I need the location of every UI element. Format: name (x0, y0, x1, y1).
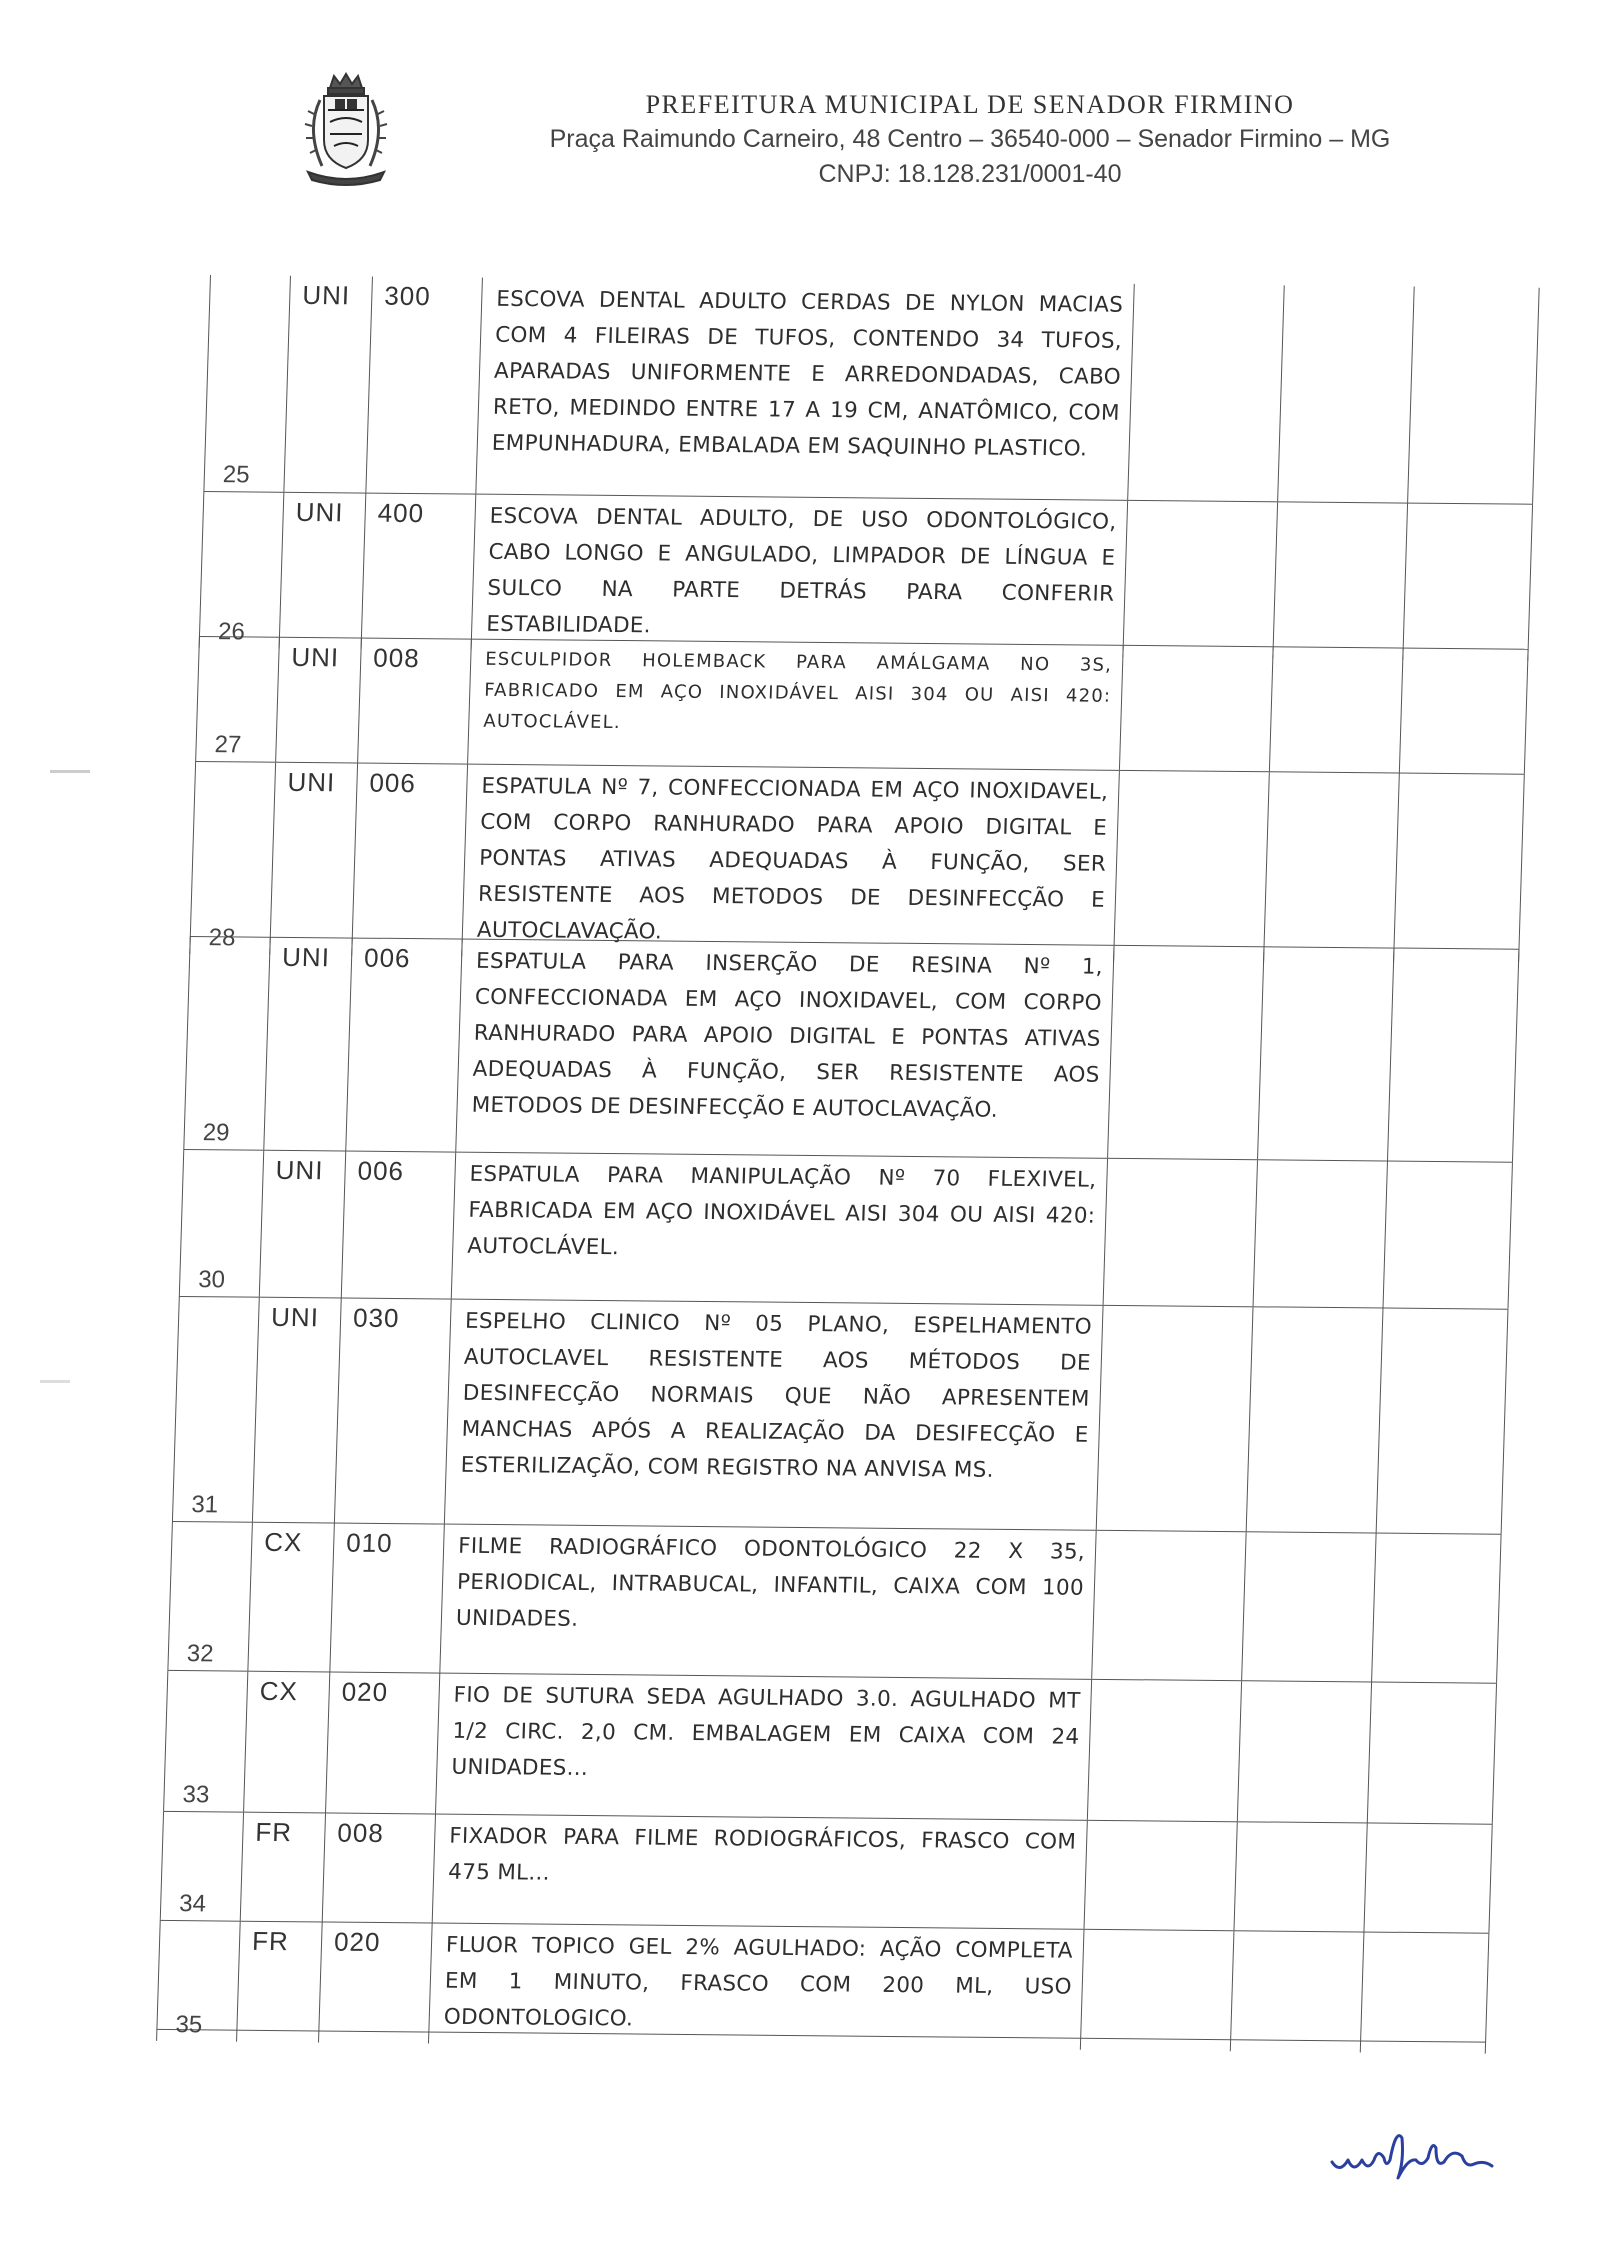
items-table (156, 275, 1539, 2043)
item-number: 28 (208, 924, 236, 952)
table-row (156, 1921, 1489, 2043)
item-unit: UNI (279, 493, 366, 650)
item-description: ESCOVA DENTAL ADULTO, DE USO ODONTOLÓGICO, CABO LONGO E ANGULADO, LIMPADOR DE LÍNGUA E SULCO NA PARTE DETRÁS PARA CONFERIR ESTABILIDADE. (471, 495, 1128, 657)
empty-cell (1387, 949, 1519, 1162)
table-row (199, 492, 1533, 650)
item-quantity: 008 (322, 1813, 435, 1922)
letterhead (440, 88, 1500, 192)
scan-artifact (40, 1380, 70, 1383)
item-number: 29 (202, 1119, 230, 1147)
item-description: ESCULPIDOR HOLEMBACK PARA AMÁLGAMA NO 3S, FABRICADO EM AÇO INOXIDÁVEL AISI 304 OU AISI 420: AUTOCLÁVEL. (467, 640, 1123, 770)
item-number: 33 (182, 1781, 210, 1809)
item-description: FIO DE SUTURA SEDA AGULHADO 3.0. AGULHADO MT 1/2 CIRC. 2,0 CM. EMBALAGEM EM CAIXA COM 24 UNIDADES... (435, 1674, 1091, 1820)
empty-cell (1263, 772, 1399, 965)
empty-cell (1360, 1932, 1490, 2053)
item-number: 35 (175, 2011, 203, 2039)
item-quantity: 006 (341, 1152, 455, 1299)
table-row (190, 762, 1525, 950)
table-row (195, 637, 1528, 775)
table-row (163, 1671, 1497, 1825)
empty-cell (1393, 774, 1525, 967)
empty-cell (1119, 646, 1273, 771)
empty-cell (1269, 647, 1403, 772)
item-quantity: 030 (334, 1299, 451, 1524)
table-row (160, 1812, 1493, 1934)
empty-cell (1399, 649, 1529, 774)
handwritten-initials (1328, 2118, 1498, 2188)
municipal-coat-of-arms (300, 70, 392, 188)
item-unit: CX (247, 1523, 334, 1672)
empty-cell (1277, 285, 1414, 502)
item-description: ESCOVA DENTAL ADULTO CERDAS DE NYLON MACIAS COM 4 FILEIRAS DE TUFOS, CONTENDO 34 TUFOS, APARADAS UNIFORMENTE E ARREDONDADAS, CABO RETO, MEDINDO ENTRE 17 A 19 CM, ANATÔMICO, COM EMPUNHADURA, EMBALADA EM SAQUINHO PLASTICO. (475, 278, 1133, 500)
institution-address: Praça Raimundo Carneiro, 48 Centro – 36540-000 – Senador Firmino – MG (549, 125, 1391, 153)
item-description: ESPELHO CLINICO Nº 05 PLANO, ESPELHAMENTO AUTOCLAVEL RESISTENTE AOS MÉTODOS DE DESINFECÇÃO NORMAIS QUE NÃO APRESENTEM MANCHAS APÓS A REALIZAÇÃO DA DESIFECÇÃO E ESTERILIZAÇÃO, COM REGISTRO NA ANVISA MS. (444, 1300, 1103, 1530)
item-unit: UNI (283, 276, 372, 493)
item-unit: FR (236, 1922, 322, 2043)
item-quantity: 020 (318, 1922, 432, 2043)
empty-cell (1376, 1309, 1509, 1534)
empty-cell (1237, 1681, 1371, 1822)
item-quantity: 006 (345, 939, 461, 1152)
item-number: 34 (178, 1890, 207, 1918)
empty-cell (1127, 284, 1284, 501)
item-description: ESPATULA Nº 7, CONFECCIONADA EM AÇO INOXIDAVEL, COM CORPO RANHURADO PARA APOIO DIGITAL E PONTAS ATIVAS ADEQUADAS À FUNÇÃO, SER RESISTENTE AOS METODOS DE DESINFECÇÃO E AUTOCLAVAÇÃO. (461, 765, 1119, 963)
empty-cell (1367, 1682, 1497, 1823)
item-quantity: 008 (357, 639, 471, 764)
item-description: FLUOR TOPICO GEL 2% AGULHADO: AÇÃO COMPLETA EM 1 MINUTO, FRASCO COM 200 ML, USO ODONTOLOGICO. (428, 1924, 1084, 2050)
item-unit: UNI (259, 1151, 345, 1298)
empty-cell (1080, 1930, 1234, 2051)
table-row (203, 275, 1539, 505)
institution-name: PREFEITURA MUNICIPAL DE SENADOR FIRMINO (645, 90, 1295, 119)
item-number: 27 (214, 731, 242, 759)
item-description: FILME RADIOGRÁFICO ODONTOLÓGICO 22 X 35, PERIODICAL, INTRABUCAL, INFANTIL, CAIXA COM 100 UNIDADES. (439, 1525, 1095, 1679)
item-number: 32 (186, 1640, 214, 1668)
table-row (179, 1150, 1513, 1310)
empty-cell (1230, 1931, 1364, 2052)
item-unit: UNI (269, 763, 357, 956)
item-description: FIXADOR PARA FILME RODIOGRÁFICOS, FRASCO COM 475 ML... (432, 1815, 1087, 1929)
item-unit: UNI (263, 938, 351, 1151)
empty-cell (1096, 1306, 1253, 1531)
empty-cell (1103, 1159, 1257, 1306)
empty-cell (1122, 501, 1277, 658)
scan-artifact (50, 770, 90, 773)
item-description: ESPATULA PARA INSERÇÃO DE RESINA Nº 1, CONFECCIONADA EM AÇO INOXIDAVEL, COM CORPO RANHURADO PARA APOIO DIGITAL E PONTAS ATIVAS ADEQUADAS À FUNÇÃO, SER RESISTENTE AOS METODOS DE DESINFECÇÃO E AUTOCLAVAÇÃO. (455, 940, 1113, 1158)
empty-cell (1087, 1680, 1241, 1821)
item-number: 30 (197, 1266, 226, 1294)
empty-cell (1233, 1822, 1366, 1931)
empty-cell (1107, 946, 1263, 1159)
empty-cell (1113, 771, 1269, 964)
item-quantity: 400 (361, 494, 476, 651)
empty-cell (1246, 1307, 1383, 1532)
table-row (183, 937, 1519, 1163)
empty-cell (1253, 1160, 1387, 1307)
item-number: 31 (191, 1491, 219, 1519)
empty-cell (1402, 504, 1533, 661)
empty-cell (1257, 947, 1393, 1160)
empty-cell (1084, 1821, 1237, 1930)
item-quantity: 020 (325, 1672, 439, 1813)
item-quantity: 300 (365, 277, 482, 494)
item-number: 26 (217, 618, 246, 646)
empty-cell (1371, 1534, 1501, 1683)
item-unit: FR (240, 1813, 325, 1922)
item-unit: UNI (252, 1298, 341, 1523)
empty-cell (1383, 1162, 1513, 1309)
empty-cell (1272, 502, 1407, 659)
empty-cell (1241, 1532, 1375, 1681)
empty-cell (1407, 287, 1540, 504)
table-row (172, 1297, 1509, 1535)
empty-cell (1091, 1531, 1245, 1680)
item-description: ESPATULA PARA MANIPULAÇÃO Nº 70 FLEXIVEL, FABRICADA EM AÇO INOXIDÁVEL AISI 304 OU AISI 420: AUTOCLÁVEL. (451, 1153, 1107, 1305)
item-unit: CX (243, 1672, 329, 1813)
item-unit: UNI (275, 638, 361, 763)
item-quantity: 010 (329, 1523, 443, 1672)
institution-cnpj: CNPJ: 18.128.231/0001-40 (818, 160, 1122, 188)
item-number: 25 (222, 461, 251, 489)
item-quantity: 006 (351, 764, 467, 957)
table-row (167, 1522, 1501, 1684)
empty-cell (1363, 1823, 1492, 1932)
